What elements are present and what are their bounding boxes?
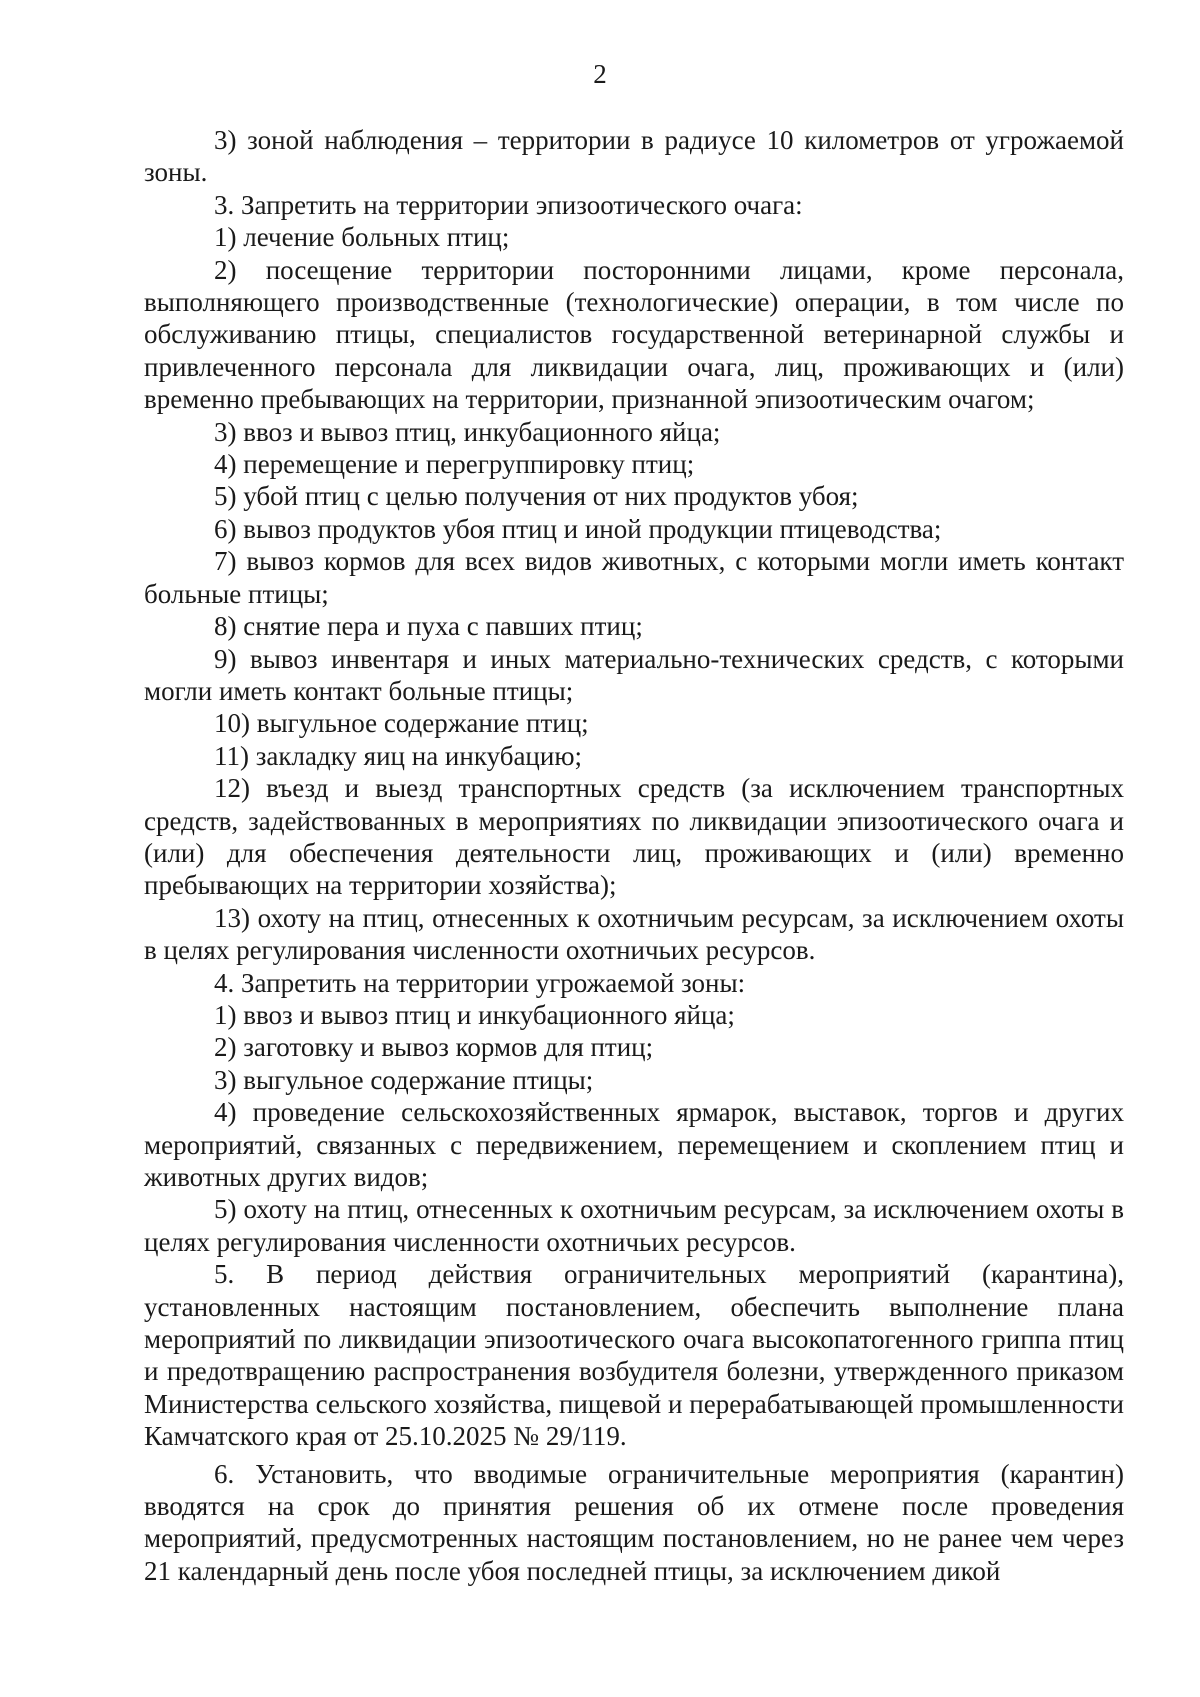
list-item: 10) выгульное содержание птиц; — [214, 708, 589, 739]
paragraph-item-3-heading: 3. Запретить на территории эпизоотического очага: — [214, 189, 803, 220]
list-item: 7) вывоз кормов для всех видов животных, с которыми могли иметь контакт больные птицы; — [144, 546, 1124, 609]
list-item: 11) закладку яиц на инкубацию; — [214, 740, 583, 771]
list-item: 4) перемещение и перегруппировку птиц; — [214, 449, 695, 480]
paragraph-item-4-heading: 4. Запретить на территории угрожаемой зоны: — [214, 967, 746, 998]
list-item: 2) посещение территории посторонними лицами, кроме персонала, выполняющего производственные (технологические) операции, в том числе по обслуживанию птицы, специалистов государственной ветеринарной службы и привлеченного персонала для ликвидации очага, лиц, проживающих и (или) временно пребывающих на территории, признанной эпизоотическим очагом; — [144, 254, 1124, 415]
list-item: 3) выгульное содержание птицы; — [214, 1064, 594, 1095]
list-item: 6) вывоз продуктов убоя птиц и иной продукции птицеводства; — [214, 513, 942, 544]
paragraph-observation-zone: 3) зоной наблюдения – территории в радиусе 10 километров от угрожаемой зоны. — [144, 125, 1124, 188]
list-item: 5) охоту на птиц, отнесенных к охотничьим ресурсам, за исключением охоты в целях регулирования численности охотничьих ресурсов. — [144, 1194, 1124, 1257]
list-item: 13) охоту на птиц, отнесенных к охотничьим ресурсам, за исключением охоты в целях регулирования численности охотничьих ресурсов. — [144, 902, 1124, 966]
list-item: 3) ввоз и вывоз птиц, инкубационного яйца; — [214, 416, 721, 447]
document-body — [144, 124, 1124, 1587]
page-number: 2 — [593, 59, 607, 89]
list-item: 2) заготовку и вывоз кормов для птиц; — [214, 1032, 654, 1063]
list-item: 1) лечение больных птиц; — [214, 222, 510, 253]
paragraph-item-6: 6. Установить, что вводимые ограничительные мероприятия (карантин) вводятся на срок до принятия решения об их отмене после проведения мероприятий, предусмотренных настоящим постановлением, но не ранее чем через 21 календарный день после убоя последней птицы, за исключением дикой — [144, 1458, 1124, 1586]
list-item: 1) ввоз и вывоз птиц и инкубационного яйца; — [214, 999, 735, 1030]
list-item: 12) въезд и выезд транспортных средств (за исключением транспортных средств, задействованных в мероприятиях по ликвидации эпизоотического очага и (или) для обеспечения деятельности лиц, проживающих и (или) временно пребывающих на территории хозяйства); — [144, 773, 1124, 901]
list-item: 9) вывоз инвентаря и иных материально-технических средств, с которыми могли иметь контакт больные птицы; — [144, 643, 1124, 706]
list-item: 5) убой птиц с целью получения от них продуктов убоя; — [214, 481, 859, 512]
list-item: 8) снятие пера и пуха с павших птиц; — [214, 611, 643, 642]
list-item: 4) проведение сельскохозяйственных ярмарок, выставок, торгов и других мероприятий, связанных с передвижением, перемещением и скоплением птиц и животных других видов; — [144, 1097, 1124, 1192]
paragraph-item-5: 5. В период действия ограничительных мероприятий (карантина), установленных настоящим постановлением, обеспечить выполнение плана мероприятий по ликвидации эпизоотического очага высокопатогенного гриппа птиц и предотвращению распространения возбудителя болезни, утвержденного приказом Министерства сельского хозяйства, пищевой и перерабатывающей промышленности Камчатского края от 25.10.2025 № 29/119. — [144, 1259, 1124, 1452]
